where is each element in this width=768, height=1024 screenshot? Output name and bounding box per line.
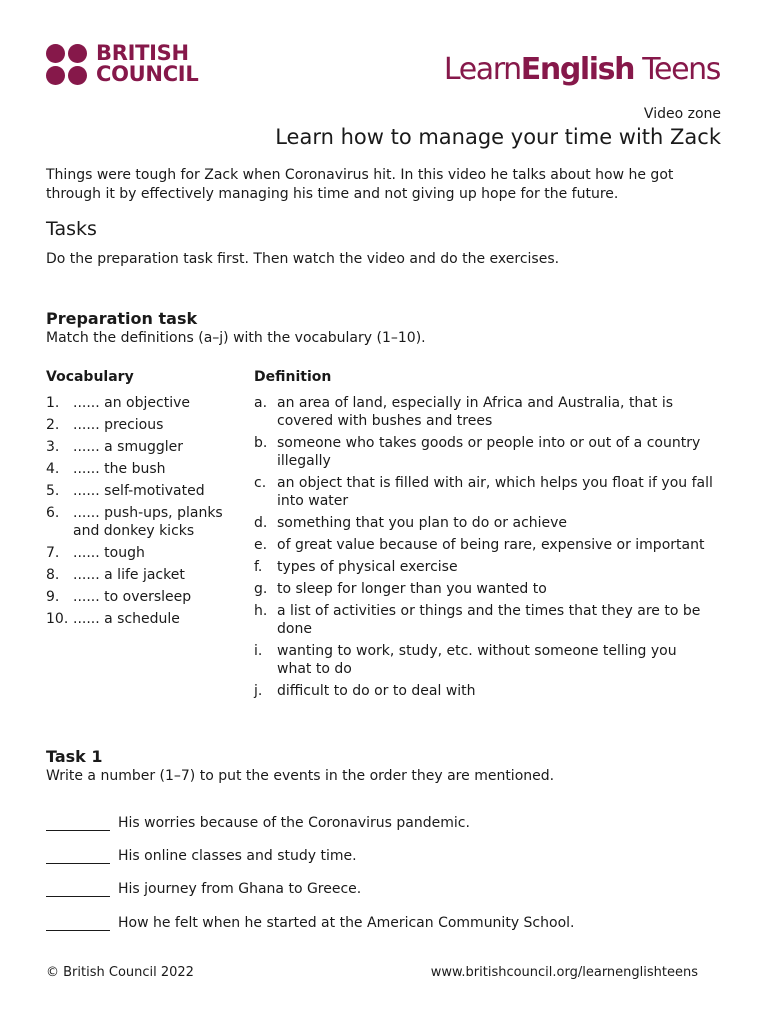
list-item: i. wanting to work, study, etc. without someone telling you what to do [254,643,677,677]
list-item: c. an object that is filled with air, which helps you float if you fall into water [254,475,713,509]
list-item: 10. ...... a schedule [46,611,180,627]
footer-url[interactable]: www.britishcouncil.org/learnenglishteens [430,965,698,980]
section-label: Video zone [643,106,721,122]
answer-blank[interactable] [46,847,110,864]
list-item: 4. ...... the bush [46,461,166,477]
intro-text: Things were tough for Zack when Coronavirus hit. In this video he talks about how he got through it by effectively managing his time and not giving up hope for the future. [46,167,674,202]
vocabulary-heading: Vocabulary [46,369,134,385]
list-item: b. someone who takes goods or people into or out of a country illegally [254,435,701,469]
logo-line-1: BRITISH [96,41,189,65]
definition-list [254,394,714,704]
list-item: 7. ...... tough [46,545,145,561]
answer-blank[interactable] [46,914,110,931]
logo-dots-icon [46,44,87,85]
list-item: j. difficult to do or to deal with [254,683,476,699]
british-council-logo [46,43,198,85]
list-item: How he felt when he started at the American Community School. [46,914,574,931]
list-item: 3. ...... a smuggler [46,439,184,455]
task1-instruction: Write a number (1–7) to put the events in the order they are mentioned. [46,768,555,784]
footer-copyright: © British Council 2022 [46,965,194,980]
list-item: h. a list of activities or things and the times that they are to be done [254,603,701,637]
list-item: 6. ...... push-ups, planks and donkey kicks [46,505,223,539]
list-item: f. types of physical exercise [254,559,458,575]
logo-line-2: COUNCIL [96,62,199,86]
learnenglish-teens-logo: LearnEnglish Teens [443,52,720,87]
list-item: a. an area of land, especially in Africa and Australia, that is covered with bushes and trees [254,395,674,429]
list-item: His journey from Ghana to Greece. [46,880,361,897]
list-item: 1. ...... an objective [46,395,190,411]
list-item: 8. ...... a life jacket [46,567,185,583]
list-item: His worries because of the Coronavirus pandemic. [46,814,470,831]
list-item: d. something that you plan to do or achieve [254,515,568,531]
preparation-heading: Preparation task [46,309,198,328]
tasks-instruction: Do the preparation task first. Then watch the video and do the exercises. [46,251,560,267]
answer-blank[interactable] [46,880,110,897]
preparation-instruction: Match the definitions (a–j) with the vocabulary (1–10). [46,330,426,346]
list-item: 2. ...... precious [46,417,164,433]
definition-heading: Definition [254,369,332,385]
task1-heading: Task 1 [46,747,103,766]
vocabulary-list [46,394,251,632]
page-title: Learn how to manage your time with Zack [275,125,721,149]
list-item: His online classes and study time. [46,847,357,864]
list-item: 9. ...... to oversleep [46,589,192,605]
list-item: g. to sleep for longer than you wanted to [254,581,547,597]
list-item: e. of great value because of being rare, expensive or important [254,537,705,553]
list-item: 5. ...... self-motivated [46,483,205,499]
answer-blank[interactable] [46,814,110,831]
tasks-heading: Tasks [46,218,97,240]
